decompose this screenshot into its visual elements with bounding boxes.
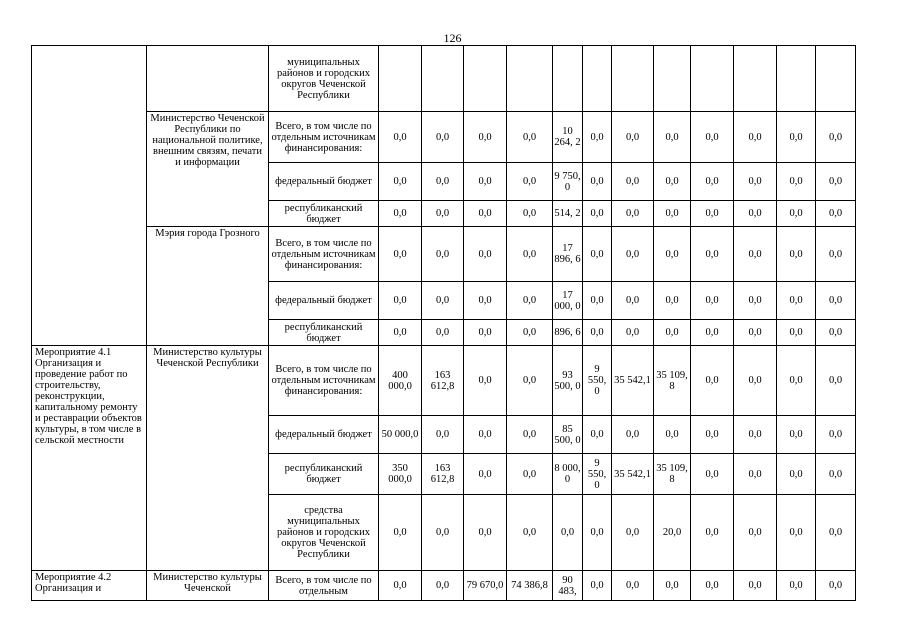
funding-source-cell: федеральный бюджет bbox=[269, 416, 379, 454]
value-cell: 0,0 bbox=[507, 495, 553, 571]
value-cell: 350 000,0 bbox=[379, 454, 422, 495]
value-cell: 0,0 bbox=[612, 163, 654, 201]
value-cell: 0,0 bbox=[379, 320, 422, 346]
value-cell bbox=[583, 46, 612, 112]
funding-source-cell: республиканский бюджет bbox=[269, 454, 379, 495]
value-cell: 0,0 bbox=[734, 112, 777, 163]
value-cell: 0,0 bbox=[422, 571, 464, 601]
value-cell: 0,0 bbox=[654, 227, 691, 282]
value-cell: 0,0 bbox=[464, 112, 507, 163]
funding-source-cell: Всего, в том числе по отдельным источникам финансирования: bbox=[269, 112, 379, 163]
value-cell: 0,0 bbox=[612, 282, 654, 320]
value-cell: 93 500, 0 bbox=[553, 346, 583, 416]
value-cell bbox=[553, 46, 583, 112]
value-cell: 0,0 bbox=[777, 571, 816, 601]
value-cell: 0,0 bbox=[612, 571, 654, 601]
value-cell: 0,0 bbox=[816, 571, 856, 601]
value-cell: 0,0 bbox=[464, 320, 507, 346]
value-cell: 0,0 bbox=[379, 112, 422, 163]
value-cell: 0,0 bbox=[816, 454, 856, 495]
funding-source-cell: Всего, в том числе по отдельным bbox=[269, 571, 379, 601]
value-cell: 8 000, 0 bbox=[553, 454, 583, 495]
value-cell: 0,0 bbox=[612, 112, 654, 163]
value-cell: 0,0 bbox=[691, 454, 734, 495]
value-cell: 35 109, 8 bbox=[654, 346, 691, 416]
value-cell bbox=[507, 46, 553, 112]
executor-cell: Министерство Чеченской Республики по национальной политике, внешним связям, печати и информации bbox=[147, 112, 269, 227]
value-cell: 0,0 bbox=[777, 454, 816, 495]
value-cell: 0,0 bbox=[612, 416, 654, 454]
value-cell: 0,0 bbox=[583, 416, 612, 454]
value-cell: 0,0 bbox=[654, 112, 691, 163]
value-cell: 0,0 bbox=[816, 320, 856, 346]
value-cell: 0,0 bbox=[507, 416, 553, 454]
value-cell: 400 000,0 bbox=[379, 346, 422, 416]
value-cell: 85 500, 0 bbox=[553, 416, 583, 454]
value-cell: 0,0 bbox=[422, 227, 464, 282]
value-cell: 0,0 bbox=[422, 416, 464, 454]
value-cell: 0,0 bbox=[612, 495, 654, 571]
table-row bbox=[32, 227, 856, 282]
table-row bbox=[32, 346, 856, 416]
event-cell bbox=[32, 46, 147, 346]
executor-cell: Министерство культуры Чеченской Республики bbox=[147, 346, 269, 571]
value-cell bbox=[464, 46, 507, 112]
funding-source-cell: федеральный бюджет bbox=[269, 163, 379, 201]
value-cell: 0,0 bbox=[379, 282, 422, 320]
value-cell bbox=[691, 46, 734, 112]
value-cell: 0,0 bbox=[583, 320, 612, 346]
value-cell: 896, 6 bbox=[553, 320, 583, 346]
value-cell: 50 000,0 bbox=[379, 416, 422, 454]
value-cell: 0,0 bbox=[654, 416, 691, 454]
value-cell: 0,0 bbox=[507, 320, 553, 346]
value-cell: 0,0 bbox=[777, 346, 816, 416]
event-cell: Мероприятие 4.2 Организация и bbox=[32, 571, 147, 601]
value-cell: 0,0 bbox=[734, 201, 777, 227]
value-cell: 0,0 bbox=[507, 227, 553, 282]
value-cell: 0,0 bbox=[422, 495, 464, 571]
table-row bbox=[32, 46, 856, 112]
value-cell: 0,0 bbox=[816, 282, 856, 320]
funding-source-cell: республиканский бюджет bbox=[269, 320, 379, 346]
value-cell: 0,0 bbox=[691, 163, 734, 201]
value-cell: 0,0 bbox=[464, 163, 507, 201]
value-cell: 0,0 bbox=[583, 163, 612, 201]
value-cell: 0,0 bbox=[777, 201, 816, 227]
value-cell: 163 612,8 bbox=[422, 346, 464, 416]
value-cell: 0,0 bbox=[379, 227, 422, 282]
value-cell: 0,0 bbox=[691, 571, 734, 601]
value-cell: 0,0 bbox=[507, 201, 553, 227]
value-cell: 0,0 bbox=[507, 112, 553, 163]
value-cell: 0,0 bbox=[816, 346, 856, 416]
value-cell: 0,0 bbox=[464, 282, 507, 320]
funding-source-cell: Всего, в том числе по отдельным источникам финансирования: bbox=[269, 346, 379, 416]
value-cell: 163 612,8 bbox=[422, 454, 464, 495]
table-row bbox=[32, 571, 856, 601]
value-cell: 0,0 bbox=[777, 163, 816, 201]
value-cell: 0,0 bbox=[379, 495, 422, 571]
value-cell: 0,0 bbox=[553, 495, 583, 571]
funding-source-cell: федеральный бюджет bbox=[269, 282, 379, 320]
value-cell: 0,0 bbox=[422, 201, 464, 227]
value-cell: 0,0 bbox=[583, 571, 612, 601]
value-cell: 0,0 bbox=[612, 227, 654, 282]
page-number: 126 bbox=[443, 31, 462, 45]
value-cell: 0,0 bbox=[464, 227, 507, 282]
funding-source-cell: муниципальных районов и городских округов Чеченской Республики bbox=[269, 46, 379, 112]
value-cell: 0,0 bbox=[691, 282, 734, 320]
value-cell: 0,0 bbox=[734, 227, 777, 282]
value-cell: 9 750, 0 bbox=[553, 163, 583, 201]
value-cell: 17 000, 0 bbox=[553, 282, 583, 320]
value-cell: 0,0 bbox=[691, 201, 734, 227]
table-row bbox=[32, 112, 856, 163]
value-cell: 35 109, 8 bbox=[654, 454, 691, 495]
value-cell: 0,0 bbox=[464, 495, 507, 571]
value-cell: 0,0 bbox=[816, 112, 856, 163]
funding-source-cell: республиканский бюджет bbox=[269, 201, 379, 227]
value-cell: 9 550, 0 bbox=[583, 346, 612, 416]
value-cell: 0,0 bbox=[734, 320, 777, 346]
value-cell: 0,0 bbox=[816, 201, 856, 227]
value-cell: 0,0 bbox=[507, 346, 553, 416]
value-cell: 0,0 bbox=[691, 416, 734, 454]
funding-source-cell: средства муниципальных районов и городских округов Чеченской Республики bbox=[269, 495, 379, 571]
value-cell: 0,0 bbox=[379, 571, 422, 601]
value-cell: 0,0 bbox=[734, 163, 777, 201]
value-cell: 0,0 bbox=[583, 112, 612, 163]
value-cell: 74 386,8 bbox=[507, 571, 553, 601]
value-cell: 0,0 bbox=[464, 454, 507, 495]
value-cell: 0,0 bbox=[422, 112, 464, 163]
value-cell: 0,0 bbox=[654, 282, 691, 320]
value-cell: 0,0 bbox=[507, 282, 553, 320]
value-cell: 0,0 bbox=[777, 227, 816, 282]
value-cell: 0,0 bbox=[612, 320, 654, 346]
value-cell: 0,0 bbox=[379, 201, 422, 227]
budget-table bbox=[31, 45, 856, 601]
value-cell: 10 264, 2 bbox=[553, 112, 583, 163]
value-cell: 0,0 bbox=[777, 495, 816, 571]
value-cell: 0,0 bbox=[583, 227, 612, 282]
value-cell: 0,0 bbox=[691, 346, 734, 416]
value-cell: 0,0 bbox=[612, 201, 654, 227]
value-cell: 0,0 bbox=[654, 201, 691, 227]
value-cell: 17 896, 6 bbox=[553, 227, 583, 282]
value-cell: 0,0 bbox=[583, 201, 612, 227]
executor-cell: Министерство культуры Чеченской bbox=[147, 571, 269, 601]
value-cell bbox=[612, 46, 654, 112]
budget-table-body bbox=[32, 46, 856, 601]
funding-source-cell: Всего, в том числе по отдельным источникам финансирования: bbox=[269, 227, 379, 282]
value-cell: 0,0 bbox=[691, 320, 734, 346]
value-cell bbox=[816, 46, 856, 112]
value-cell: 0,0 bbox=[583, 282, 612, 320]
value-cell: 0,0 bbox=[734, 495, 777, 571]
value-cell bbox=[422, 46, 464, 112]
value-cell: 0,0 bbox=[816, 163, 856, 201]
value-cell bbox=[734, 46, 777, 112]
value-cell: 35 542,1 bbox=[612, 346, 654, 416]
value-cell: 0,0 bbox=[379, 163, 422, 201]
value-cell: 0,0 bbox=[777, 320, 816, 346]
value-cell: 0,0 bbox=[777, 282, 816, 320]
value-cell: 0,0 bbox=[734, 416, 777, 454]
value-cell: 9 550, 0 bbox=[583, 454, 612, 495]
value-cell: 0,0 bbox=[507, 454, 553, 495]
value-cell: 0,0 bbox=[691, 495, 734, 571]
value-cell: 0,0 bbox=[816, 227, 856, 282]
value-cell: 0,0 bbox=[691, 112, 734, 163]
value-cell: 0,0 bbox=[422, 282, 464, 320]
value-cell: 0,0 bbox=[816, 416, 856, 454]
value-cell: 0,0 bbox=[507, 163, 553, 201]
executor-cell bbox=[147, 46, 269, 112]
value-cell: 0,0 bbox=[464, 346, 507, 416]
value-cell: 0,0 bbox=[734, 571, 777, 601]
value-cell: 0,0 bbox=[734, 282, 777, 320]
value-cell: 514, 2 bbox=[553, 201, 583, 227]
value-cell: 35 542,1 bbox=[612, 454, 654, 495]
value-cell bbox=[379, 46, 422, 112]
value-cell: 0,0 bbox=[464, 416, 507, 454]
value-cell: 0,0 bbox=[734, 454, 777, 495]
value-cell: 0,0 bbox=[654, 320, 691, 346]
value-cell bbox=[654, 46, 691, 112]
value-cell: 0,0 bbox=[777, 112, 816, 163]
executor-cell: Мэрия города Грозного bbox=[147, 227, 269, 346]
value-cell: 0,0 bbox=[734, 346, 777, 416]
value-cell: 20,0 bbox=[654, 495, 691, 571]
value-cell: 0,0 bbox=[654, 163, 691, 201]
value-cell: 0,0 bbox=[691, 227, 734, 282]
event-cell: Мероприятие 4.1 Организация и проведение работ по строительству, реконструкции, капитальному ремонту и реставрации объектов культуры, в том числе в сельской местности bbox=[32, 346, 147, 571]
value-cell: 0,0 bbox=[816, 495, 856, 571]
value-cell: 79 670,0 bbox=[464, 571, 507, 601]
value-cell: 90 483, bbox=[553, 571, 583, 601]
value-cell: 0,0 bbox=[583, 495, 612, 571]
value-cell: 0,0 bbox=[777, 416, 816, 454]
value-cell: 0,0 bbox=[422, 320, 464, 346]
value-cell: 0,0 bbox=[464, 201, 507, 227]
value-cell bbox=[777, 46, 816, 112]
value-cell: 0,0 bbox=[422, 163, 464, 201]
value-cell: 0,0 bbox=[654, 571, 691, 601]
